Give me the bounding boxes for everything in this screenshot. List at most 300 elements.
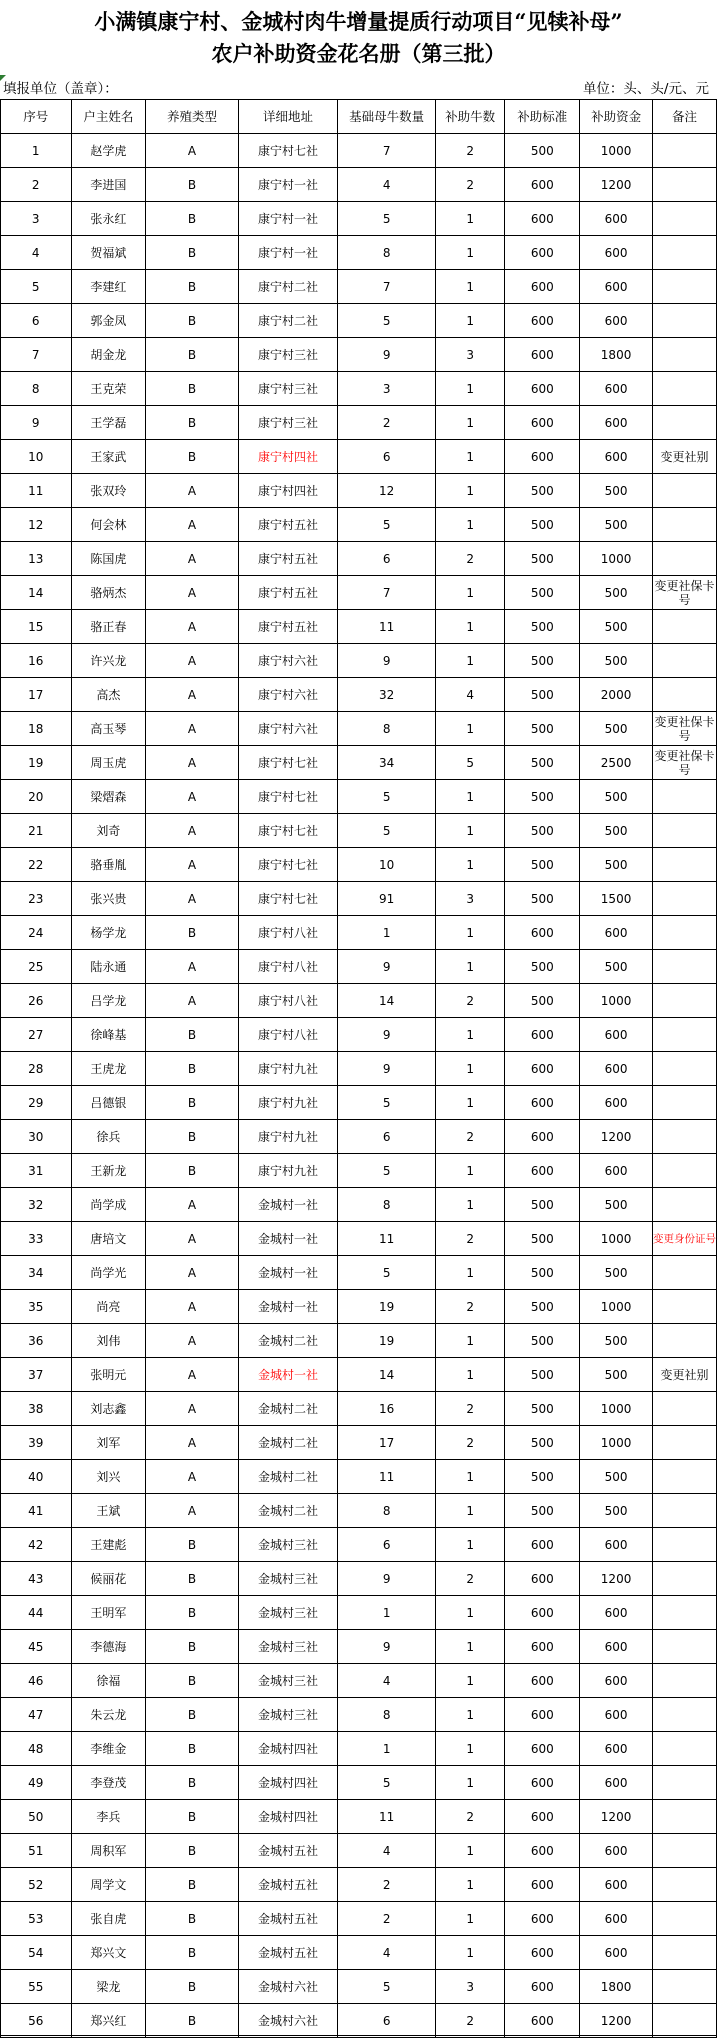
table-row — [1, 542, 717, 576]
cell-seq: 35 — [1, 1290, 72, 1324]
subsidy-table — [0, 99, 717, 2038]
cell-address: 金城村一社 — [238, 1358, 338, 1392]
header-cow-count: 基础母牛数量 — [338, 100, 436, 134]
cell-subsidy-amount: 600 — [580, 1154, 653, 1188]
cell-address: 康宁村七社 — [238, 746, 338, 780]
cell-seq: 34 — [1, 1256, 72, 1290]
cell-subsidy-count: 1 — [435, 848, 504, 882]
cell-name: 徐兵 — [71, 1120, 146, 1154]
cell-cow-count: 5 — [338, 508, 436, 542]
cell-address: 康宁村六社 — [238, 712, 338, 746]
cell-subsidy-rate: 600 — [505, 1664, 580, 1698]
cell-notes: 变更身份证号 — [652, 1222, 716, 1256]
cell-seq: 47 — [1, 1698, 72, 1732]
cell-address: 康宁村六社 — [238, 644, 338, 678]
cell-address: 金城村一社 — [238, 1256, 338, 1290]
cell-subsidy-amount: 600 — [580, 1834, 653, 1868]
cell-name: 张自虎 — [71, 1902, 146, 1936]
cell-subsidy-amount: 600 — [580, 304, 653, 338]
cell-notes: 变更社保卡号 — [652, 712, 716, 746]
cell-subsidy-count: 2 — [435, 542, 504, 576]
cell-subsidy-rate: 500 — [505, 814, 580, 848]
cell-name: 郑兴红 — [71, 2004, 146, 2038]
cell-seq: 44 — [1, 1596, 72, 1630]
cell-address: 金城村一社 — [238, 1222, 338, 1256]
cell-subsidy-rate: 500 — [505, 678, 580, 712]
cell-subsidy-rate: 600 — [505, 1970, 580, 2004]
cell-subsidy-count: 1 — [435, 576, 504, 610]
cell-type: B — [146, 236, 238, 270]
cell-subsidy-count: 2 — [435, 1426, 504, 1460]
cell-subsidy-rate: 600 — [505, 304, 580, 338]
cell-cow-count: 2 — [338, 1902, 436, 1936]
cell-subsidy-count: 1 — [435, 1766, 504, 1800]
cell-cow-count: 11 — [338, 1800, 436, 1834]
cell-subsidy-amount: 600 — [580, 1936, 653, 1970]
cell-name: 张永红 — [71, 202, 146, 236]
cell-type: B — [146, 916, 238, 950]
cell-seq: 20 — [1, 780, 72, 814]
cell-subsidy-amount: 500 — [580, 644, 653, 678]
cell-address: 金城村三社 — [238, 1562, 338, 1596]
cell-seq: 29 — [1, 1086, 72, 1120]
cell-seq: 22 — [1, 848, 72, 882]
cell-cow-count: 1 — [338, 1732, 436, 1766]
header-subsidy-count: 补助牛数 — [435, 100, 504, 134]
header-name: 户主姓名 — [71, 100, 146, 134]
cell-subsidy-rate: 500 — [505, 1392, 580, 1426]
cell-name: 尚学光 — [71, 1256, 146, 1290]
cell-seq: 16 — [1, 644, 72, 678]
cell-subsidy-rate: 600 — [505, 1120, 580, 1154]
cell-seq: 26 — [1, 984, 72, 1018]
cell-notes — [652, 304, 716, 338]
cell-type: B — [146, 1834, 238, 1868]
cell-subsidy-count: 3 — [435, 1970, 504, 2004]
cell-address: 金城村二社 — [238, 1460, 338, 1494]
cell-notes — [652, 1086, 716, 1120]
cell-notes: 变更社保卡号 — [652, 746, 716, 780]
cell-type: A — [146, 1188, 238, 1222]
cell-subsidy-rate: 600 — [505, 1834, 580, 1868]
cell-address: 金城村一社 — [238, 1188, 338, 1222]
cell-seq: 52 — [1, 1868, 72, 1902]
cell-subsidy-amount: 600 — [580, 1766, 653, 1800]
cell-address: 金城村二社 — [238, 1426, 338, 1460]
cell-cow-count: 11 — [338, 1222, 436, 1256]
cell-cow-count: 14 — [338, 1358, 436, 1392]
cell-seq: 18 — [1, 712, 72, 746]
cell-subsidy-rate: 500 — [505, 610, 580, 644]
cell-type: B — [146, 304, 238, 338]
table-row — [1, 1698, 717, 1732]
cell-notes — [652, 610, 716, 644]
cell-seq: 45 — [1, 1630, 72, 1664]
cell-seq: 49 — [1, 1766, 72, 1800]
cell-cow-count: 9 — [338, 1052, 436, 1086]
cell-subsidy-count: 2 — [435, 1562, 504, 1596]
cell-seq: 1 — [1, 134, 72, 168]
cell-notes — [652, 508, 716, 542]
cell-notes: 变更社别 — [652, 1358, 716, 1392]
cell-cow-count: 4 — [338, 1664, 436, 1698]
cell-type: B — [146, 1018, 238, 1052]
cell-address: 康宁村二社 — [238, 270, 338, 304]
cell-subsidy-count: 1 — [435, 1698, 504, 1732]
cell-cow-count: 14 — [338, 984, 436, 1018]
cell-type: A — [146, 814, 238, 848]
cell-cow-count: 17 — [338, 1426, 436, 1460]
cell-address: 康宁村五社 — [238, 542, 338, 576]
cell-seq: 7 — [1, 338, 72, 372]
cell-notes — [652, 950, 716, 984]
cell-cow-count: 9 — [338, 950, 436, 984]
cell-name: 王明军 — [71, 1596, 146, 1630]
table-row — [1, 1426, 717, 1460]
cell-notes — [652, 1970, 716, 2004]
cell-subsidy-rate: 600 — [505, 1596, 580, 1630]
cell-subsidy-count: 1 — [435, 1018, 504, 1052]
cell-name: 李登茂 — [71, 1766, 146, 1800]
cell-subsidy-amount: 1000 — [580, 542, 653, 576]
cell-type: A — [146, 950, 238, 984]
cell-type: A — [146, 474, 238, 508]
cell-seq: 56 — [1, 2004, 72, 2038]
cell-subsidy-amount: 1000 — [580, 134, 653, 168]
cell-subsidy-amount: 500 — [580, 780, 653, 814]
cell-notes — [652, 1052, 716, 1086]
cell-notes — [652, 814, 716, 848]
cell-address: 金城村五社 — [238, 1834, 338, 1868]
cell-address: 康宁村八社 — [238, 916, 338, 950]
header-notes: 备注 — [652, 100, 716, 134]
cell-subsidy-count: 1 — [435, 1358, 504, 1392]
cell-subsidy-count: 3 — [435, 882, 504, 916]
cell-subsidy-rate: 500 — [505, 848, 580, 882]
cell-cow-count: 34 — [338, 746, 436, 780]
cell-seq: 30 — [1, 1120, 72, 1154]
cell-subsidy-amount: 1500 — [580, 882, 653, 916]
cell-subsidy-rate: 500 — [505, 1188, 580, 1222]
cell-subsidy-amount: 500 — [580, 950, 653, 984]
cell-address: 康宁村五社 — [238, 610, 338, 644]
cell-seq: 32 — [1, 1188, 72, 1222]
cell-seq: 28 — [1, 1052, 72, 1086]
cell-subsidy-count: 1 — [435, 1902, 504, 1936]
cell-subsidy-rate: 600 — [505, 202, 580, 236]
cell-subsidy-rate: 600 — [505, 1936, 580, 1970]
cell-name: 李建红 — [71, 270, 146, 304]
table-row — [1, 168, 717, 202]
cell-cow-count: 5 — [338, 202, 436, 236]
unit-label: 单位：头、头/元、元 — [582, 81, 709, 97]
cell-subsidy-rate: 500 — [505, 1358, 580, 1392]
cell-notes — [652, 1120, 716, 1154]
cell-notes — [652, 338, 716, 372]
cell-name: 梁龙 — [71, 1970, 146, 2004]
cell-subsidy-count: 3 — [435, 338, 504, 372]
cell-subsidy-count: 1 — [435, 1596, 504, 1630]
cell-cow-count: 5 — [338, 780, 436, 814]
cell-subsidy-amount: 500 — [580, 1256, 653, 1290]
cell-address: 康宁村一社 — [238, 168, 338, 202]
cell-address: 康宁村八社 — [238, 984, 338, 1018]
cell-cow-count: 9 — [338, 1562, 436, 1596]
table-row — [1, 406, 717, 440]
header-type: 养殖类型 — [146, 100, 238, 134]
cell-notes — [652, 270, 716, 304]
header-subsidy-rate: 补助标准 — [505, 100, 580, 134]
cell-seq: 31 — [1, 1154, 72, 1188]
cell-subsidy-amount: 600 — [580, 372, 653, 406]
cell-subsidy-count: 1 — [435, 610, 504, 644]
cell-notes — [652, 1936, 716, 1970]
cell-address: 金城村五社 — [238, 1868, 338, 1902]
cell-notes — [652, 1426, 716, 1460]
header-subsidy-amount: 补助资金 — [580, 100, 653, 134]
cell-type: B — [146, 2004, 238, 2038]
cell-cow-count: 10 — [338, 848, 436, 882]
cell-subsidy-amount: 600 — [580, 1052, 653, 1086]
table-row — [1, 1358, 717, 1392]
cell-subsidy-rate: 500 — [505, 1324, 580, 1358]
cell-address: 金城村三社 — [238, 1664, 338, 1698]
cell-name: 郑兴文 — [71, 1936, 146, 1970]
cell-subsidy-rate: 600 — [505, 1052, 580, 1086]
cell-subsidy-rate: 600 — [505, 1086, 580, 1120]
cell-seq: 36 — [1, 1324, 72, 1358]
cell-cow-count: 6 — [338, 1528, 436, 1562]
cell-subsidy-rate: 600 — [505, 2004, 580, 2038]
cell-seq: 27 — [1, 1018, 72, 1052]
cell-seq: 41 — [1, 1494, 72, 1528]
cell-cow-count: 5 — [338, 304, 436, 338]
cell-subsidy-amount: 600 — [580, 1596, 653, 1630]
table-row — [1, 1562, 717, 1596]
cell-address: 康宁村四社 — [238, 474, 338, 508]
cell-notes — [652, 2004, 716, 2038]
cell-name: 尚亮 — [71, 1290, 146, 1324]
cell-type: B — [146, 1698, 238, 1732]
cell-subsidy-count: 4 — [435, 678, 504, 712]
cell-name: 胡金龙 — [71, 338, 146, 372]
header-seq: 序号 — [1, 100, 72, 134]
cell-cow-count: 9 — [338, 338, 436, 372]
cell-name: 王克荣 — [71, 372, 146, 406]
cell-address: 金城村四社 — [238, 1732, 338, 1766]
cell-cow-count: 1 — [338, 1596, 436, 1630]
cell-type: B — [146, 270, 238, 304]
cell-type: B — [146, 1664, 238, 1698]
cell-notes — [652, 1460, 716, 1494]
cell-subsidy-amount: 600 — [580, 406, 653, 440]
cell-address: 金城村五社 — [238, 1902, 338, 1936]
cell-address: 金城村三社 — [238, 1698, 338, 1732]
cell-notes — [652, 1256, 716, 1290]
table-row — [1, 950, 717, 984]
cell-subsidy-count: 2 — [435, 1800, 504, 1834]
cell-cow-count: 9 — [338, 644, 436, 678]
cell-cow-count: 9 — [338, 1018, 436, 1052]
cell-subsidy-count: 1 — [435, 712, 504, 746]
cell-notes — [652, 1324, 716, 1358]
table-row — [1, 338, 717, 372]
cell-seq: 15 — [1, 610, 72, 644]
cell-address: 金城村六社 — [238, 1970, 338, 2004]
cell-name: 刘奇 — [71, 814, 146, 848]
cell-address: 康宁村一社 — [238, 236, 338, 270]
cell-cow-count: 5 — [338, 814, 436, 848]
cell-type: A — [146, 610, 238, 644]
cell-notes — [652, 1800, 716, 1834]
cell-cow-count: 5 — [338, 1154, 436, 1188]
cell-subsidy-count: 2 — [435, 2004, 504, 2038]
cell-cow-count: 12 — [338, 474, 436, 508]
table-row — [1, 1392, 717, 1426]
cell-subsidy-count: 1 — [435, 440, 504, 474]
table-body — [1, 134, 717, 2038]
cell-notes — [652, 202, 716, 236]
cell-name: 周玉虎 — [71, 746, 146, 780]
cell-seq: 24 — [1, 916, 72, 950]
cell-address: 康宁村二社 — [238, 304, 338, 338]
cell-name: 赵学虎 — [71, 134, 146, 168]
cell-subsidy-amount: 1200 — [580, 1120, 653, 1154]
cell-subsidy-count: 1 — [435, 1324, 504, 1358]
cell-notes — [652, 1392, 716, 1426]
cell-seq: 9 — [1, 406, 72, 440]
cell-address: 康宁村九社 — [238, 1052, 338, 1086]
cell-address: 康宁村九社 — [238, 1154, 338, 1188]
cell-subsidy-rate: 600 — [505, 1528, 580, 1562]
cell-type: A — [146, 134, 238, 168]
table-row — [1, 1596, 717, 1630]
cell-subsidy-rate: 600 — [505, 1868, 580, 1902]
cell-address: 康宁村七社 — [238, 814, 338, 848]
cell-type: B — [146, 1766, 238, 1800]
cell-cow-count: 91 — [338, 882, 436, 916]
cell-subsidy-count: 1 — [435, 1630, 504, 1664]
cell-subsidy-amount: 2500 — [580, 746, 653, 780]
table-row — [1, 1052, 717, 1086]
cell-type: B — [146, 1902, 238, 1936]
cell-subsidy-rate: 600 — [505, 1732, 580, 1766]
cell-type: A — [146, 1426, 238, 1460]
cell-subsidy-rate: 500 — [505, 542, 580, 576]
cell-seq: 2 — [1, 168, 72, 202]
cell-seq: 38 — [1, 1392, 72, 1426]
cell-address: 康宁村四社 — [238, 440, 338, 474]
cell-subsidy-count: 2 — [435, 1290, 504, 1324]
cell-cow-count: 3 — [338, 372, 436, 406]
cell-cow-count: 4 — [338, 1936, 436, 1970]
cell-subsidy-count: 2 — [435, 984, 504, 1018]
cell-notes — [652, 984, 716, 1018]
table-row — [1, 1732, 717, 1766]
table-row — [1, 1460, 717, 1494]
cell-name: 王新龙 — [71, 1154, 146, 1188]
cell-name: 徐福 — [71, 1664, 146, 1698]
cell-notes — [652, 1698, 716, 1732]
cell-subsidy-amount: 500 — [580, 848, 653, 882]
cell-name: 王建彪 — [71, 1528, 146, 1562]
cell-type: A — [146, 542, 238, 576]
cell-subsidy-count: 2 — [435, 134, 504, 168]
table-row — [1, 1970, 717, 2004]
cell-cow-count: 4 — [338, 168, 436, 202]
cell-address: 康宁村五社 — [238, 576, 338, 610]
cell-address: 康宁村三社 — [238, 406, 338, 440]
cell-name: 贺福斌 — [71, 236, 146, 270]
cell-name: 张明元 — [71, 1358, 146, 1392]
cell-type: A — [146, 848, 238, 882]
cell-address: 康宁村五社 — [238, 508, 338, 542]
table-row — [1, 1120, 717, 1154]
cell-seq: 17 — [1, 678, 72, 712]
cell-subsidy-count: 1 — [435, 814, 504, 848]
cell-cow-count: 1 — [338, 916, 436, 950]
cell-name: 吕学龙 — [71, 984, 146, 1018]
table-row — [1, 270, 717, 304]
cell-address: 康宁村一社 — [238, 202, 338, 236]
table-row — [1, 1494, 717, 1528]
table-row — [1, 1188, 717, 1222]
cell-name: 陈国虎 — [71, 542, 146, 576]
cell-address: 康宁村八社 — [238, 950, 338, 984]
cell-cow-count: 7 — [338, 134, 436, 168]
cell-type: B — [146, 202, 238, 236]
cell-type: B — [146, 1528, 238, 1562]
cell-subsidy-count: 1 — [435, 1868, 504, 1902]
cell-type: A — [146, 1392, 238, 1426]
cell-address: 金城村六社 — [238, 2004, 338, 2038]
cell-seq: 23 — [1, 882, 72, 916]
cell-subsidy-rate: 500 — [505, 1426, 580, 1460]
cell-subsidy-rate: 600 — [505, 440, 580, 474]
table-row — [1, 610, 717, 644]
title-line-1: 小满镇康宁村、金城村肉牛增量提质行动项目“见犊补母” — [94, 9, 623, 34]
table-row — [1, 1324, 717, 1358]
cell-name: 尚学成 — [71, 1188, 146, 1222]
cell-notes — [652, 1630, 716, 1664]
cell-subsidy-count: 5 — [435, 746, 504, 780]
cell-subsidy-rate: 500 — [505, 576, 580, 610]
cell-subsidy-rate: 600 — [505, 1766, 580, 1800]
table-row — [1, 1154, 717, 1188]
cell-subsidy-amount: 1200 — [580, 1800, 653, 1834]
cell-type: A — [146, 1358, 238, 1392]
cell-subsidy-count: 1 — [435, 508, 504, 542]
cell-seq: 4 — [1, 236, 72, 270]
cell-subsidy-rate: 600 — [505, 1902, 580, 1936]
cell-address: 康宁村六社 — [238, 678, 338, 712]
cell-subsidy-count: 1 — [435, 236, 504, 270]
cell-cow-count: 19 — [338, 1324, 436, 1358]
cell-notes — [652, 1902, 716, 1936]
filler-unit-label: 填报单位（盖章）： — [3, 81, 118, 97]
cell-subsidy-rate: 500 — [505, 508, 580, 542]
cell-notes — [652, 1664, 716, 1698]
cell-type: B — [146, 1052, 238, 1086]
cell-type: B — [146, 1596, 238, 1630]
cell-seq: 5 — [1, 270, 72, 304]
cell-type: B — [146, 406, 238, 440]
cell-subsidy-count: 1 — [435, 1664, 504, 1698]
cell-subsidy-count: 1 — [435, 916, 504, 950]
cell-notes — [652, 848, 716, 882]
cell-name: 李德海 — [71, 1630, 146, 1664]
cell-subsidy-amount: 600 — [580, 1698, 653, 1732]
